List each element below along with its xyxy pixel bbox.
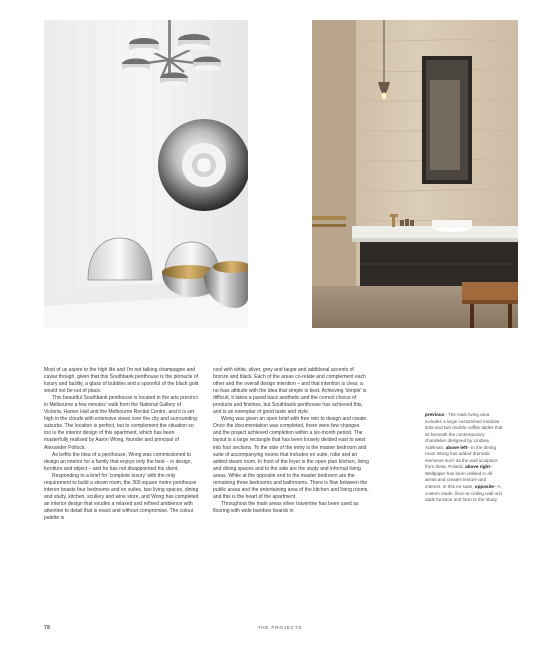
caption-text: – The main living area includes a large customised modular sofa and two marble coffee tables that sit beneath the contemporary chandelier designed by Lindsey Adelman. bbox=[425, 412, 503, 450]
caption-text: – A custom made, floor-to-ceiling wall unit adds function and form to the study. bbox=[425, 484, 502, 503]
dining-room-illustration bbox=[44, 20, 248, 328]
caption-text: – Wallpaper has been utilised in all areas and creates texture and interest. In this en suite, bbox=[425, 464, 493, 490]
paragraph: Throughout the main areas silver travertine has been used as flooring with wide bamboo boards in bbox=[213, 500, 359, 514]
stool bbox=[462, 282, 518, 300]
paragraph: cool with white, silver, grey and taupe and additional accents of bronze and black. Each of the areas co-relate and complement each other and the overall design intention – and that intention is clear, a no-fuss attitude with the idea that simple is best. Achieving 'simple' is difficult, it takes a pared back aesthetic and the correct choice of products and finishes, but Southbank penthouse has achieved this, and is an exemplar of good taste and style. bbox=[213, 367, 367, 416]
dining-room-photo bbox=[44, 20, 248, 328]
paragraph: Wong was given an open brief with free rein to design and create. Once the documentation was completed, there were few changes and the project achieved completion within a six-month period. The layout is a large rectangle that has been loosely divided east to west into four sections. To the side of the entry is the master bedroom and suite of accompanying rooms that includes en suite, robe and an added steam room. In front of the foyer is the open plan kitchen, living and dining spaces and to the side are the study and informal living areas. While at the opposite end to the master bedroom are the remaining three bedrooms and bathrooms. There is flow between the public areas and the entertaining area of the kitchen and living rooms, and this is the heart of the apartment. bbox=[213, 416, 369, 500]
caption-label: opposite bbox=[474, 484, 494, 490]
caption-text: – In the dining room Wong has added dramatic elements such as the wall sculpture from Zieta, Poland. bbox=[425, 444, 498, 470]
ensuite-illustration bbox=[312, 20, 518, 328]
ensuite-photo bbox=[312, 20, 518, 328]
caption-label: above left bbox=[445, 444, 468, 450]
paragraph: Most of us aspire to the high life and I'm not talking champagne and caviar though, given that this Southbank penthouse is the pinnacle of luxury and facility, a glass of bubbles and a spoonful of the black gold would not be out of place. bbox=[44, 367, 199, 395]
article-column-2 bbox=[213, 367, 369, 515]
page-number: 78 bbox=[44, 625, 51, 631]
photo-caption bbox=[425, 412, 503, 504]
article-column-1 bbox=[44, 367, 200, 522]
section-name: THE PROJECTS bbox=[257, 625, 303, 630]
caption-label: previous bbox=[425, 412, 445, 417]
wall-sculpture bbox=[158, 119, 248, 211]
paragraph: This beautiful Southbank penthouse is located in the arts precinct in Melbourne a few minutes' walk from the National Gallery of Victoria, Hamer Hall and the Melbourne Recital Centre, and it is set high in the clouds with extensive views over the city and surrounding suburbs. The location is perfect, but to complement the situation so too is the interior design of this apartment, which has been masterfully realised by Aaron Wong, founder and principal of Alexander Pollock. bbox=[44, 395, 198, 451]
paragraph: As befits the idea of a penthouse, Wong was commissioned to design an interior for a family that enjoys only the best – in design, furniture and object – and he has not disappointed his client. bbox=[44, 451, 192, 472]
caption-label: above right bbox=[465, 464, 490, 470]
paragraph: Responding to a brief for 'complete luxury' with the only requirement to build a steam room, the 300 square metre penthouse interior boasts four bedrooms and en suites, two living spaces, dining and study, kitchen, scullery and wine store, and Wong has completed an interior design that exudes a relaxed and refined ambience with attention to detail that is exact and without compromise. The colour palette is bbox=[44, 472, 199, 521]
